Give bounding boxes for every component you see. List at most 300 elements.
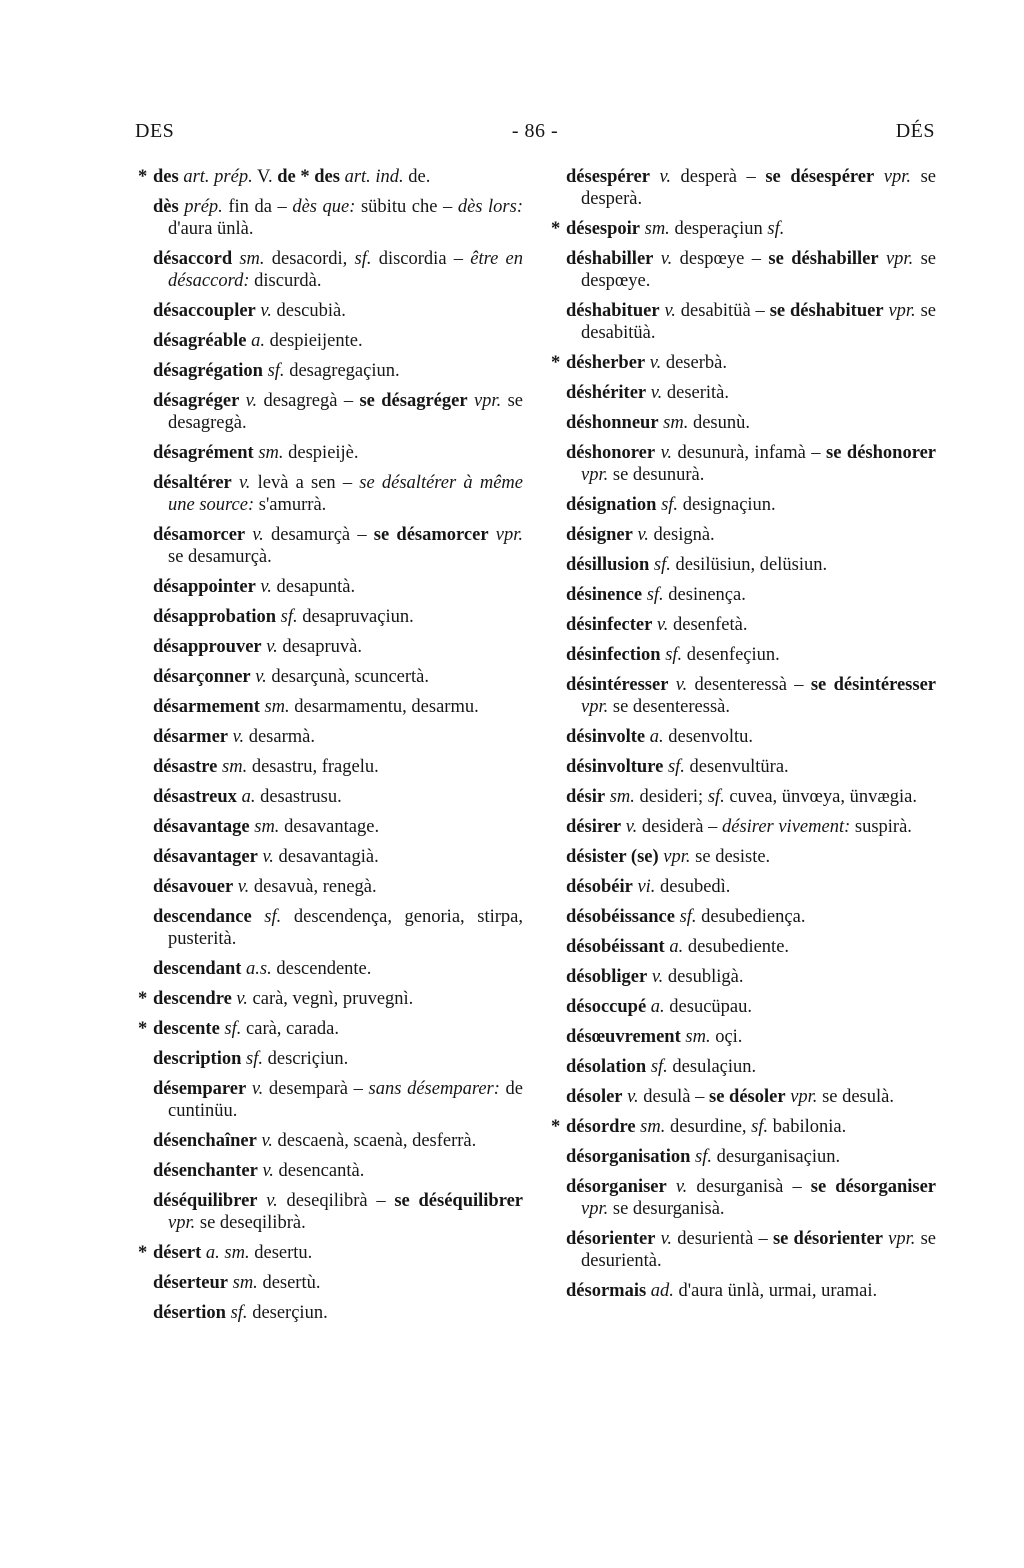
definition-text: fin da – — [222, 197, 293, 217]
definition-text: de. — [403, 167, 431, 187]
definition-text: desulà – — [638, 1087, 709, 1107]
headword: déserteur — [153, 1273, 228, 1293]
definition-text: deserçiun. — [247, 1303, 328, 1323]
definition-text: desagregà – — [257, 391, 360, 411]
bold-text: se désamorcer — [373, 525, 489, 545]
dictionary-entry — [153, 300, 523, 322]
italic-text: sf. — [267, 361, 285, 381]
dictionary-entry — [566, 614, 936, 636]
dictionary-entry — [153, 696, 523, 718]
definition-text: se desiste. — [690, 847, 771, 867]
definition-text: designà. — [648, 525, 715, 545]
dictionary-entry — [566, 524, 936, 546]
definition-text: desenfeçiun. — [682, 645, 780, 665]
dictionary-entry — [566, 1280, 936, 1302]
headword: désigner — [566, 525, 633, 545]
italic-text: v. — [255, 667, 267, 687]
headword: déshonorer — [566, 443, 656, 463]
italic-text: sf. — [679, 907, 697, 927]
italic-text: sf. — [695, 1147, 712, 1167]
definition-text: babilonia. — [768, 1117, 847, 1137]
headword: dès — [153, 197, 179, 217]
bold-text: * des — [300, 167, 340, 187]
bold-text: se désintéresser — [810, 675, 936, 695]
italic-text: sf. — [751, 1117, 769, 1137]
headword: désormais — [566, 1281, 647, 1301]
dictionary-entry — [153, 1048, 523, 1070]
dictionary-entry — [566, 1228, 936, 1272]
definition-text: oçi. — [710, 1027, 743, 1047]
definition-text: desastrusu. — [255, 787, 342, 807]
headword: désagrégation — [153, 361, 263, 381]
definition-text — [258, 1191, 267, 1211]
italic-text: v. — [675, 675, 688, 695]
italic-text: sf. — [264, 907, 282, 927]
headword: désavantage — [153, 817, 250, 837]
italic-text: v. — [660, 443, 673, 463]
definition-text: desenfetà. — [668, 615, 748, 635]
dictionary-entry — [566, 996, 936, 1018]
definition-text: desurdine, — [665, 1117, 752, 1137]
definition-text: se deseqilibrà. — [195, 1213, 306, 1233]
definition-text: desertu. — [249, 1243, 313, 1263]
definition-text: desperà – — [670, 167, 766, 187]
asterisk-mark: * — [138, 989, 148, 1009]
italic-text: sf. — [230, 1303, 248, 1323]
headword: désaltérer — [153, 473, 232, 493]
definition-text: desucüpau. — [664, 997, 753, 1017]
italic-text: v. — [649, 353, 662, 373]
italic-text: vpr. — [888, 1229, 916, 1249]
dictionary-entry — [153, 442, 523, 464]
definition-text: desastru, fragelu. — [247, 757, 379, 777]
definition-text: discurdà. — [249, 271, 322, 291]
dictionary-entry — [153, 1190, 523, 1234]
dictionary-entry — [153, 636, 523, 658]
italic-text: sf. — [246, 1049, 263, 1069]
dictionary-entry — [566, 1146, 936, 1168]
dictionary-entry — [566, 1086, 936, 1108]
definition-text: descriçiun. — [262, 1049, 349, 1069]
headword: désobliger — [566, 967, 648, 987]
dictionary-entry — [153, 360, 523, 382]
dictionary-entry — [153, 876, 523, 898]
headword: désister (se) — [566, 847, 659, 867]
italic-text: a. sm. — [205, 1243, 250, 1263]
italic-text: v. — [266, 637, 278, 657]
headword: désemparer — [153, 1079, 247, 1099]
italic-text: sf. — [646, 585, 664, 605]
definition-text: despieijè. — [283, 443, 359, 463]
page-number: - 86 - — [511, 120, 559, 142]
headword: désinfecter — [566, 615, 653, 635]
headword: descente — [153, 1019, 220, 1039]
italic-text: v. — [651, 967, 664, 987]
bold-text: se désoler — [709, 1087, 786, 1107]
italic-text: a. — [650, 997, 665, 1017]
definition-text: desubligà. — [663, 967, 744, 987]
italic-text: v. — [252, 525, 264, 545]
definition-text: desideri; — [634, 787, 708, 807]
headword: désobéissance — [566, 907, 675, 927]
definition-text: se desunurà. — [608, 465, 705, 485]
dictionary-entry — [566, 846, 936, 868]
definition-text: de cuntinüu. — [168, 1079, 524, 1121]
definition-text — [879, 249, 886, 269]
dictionary-entry — [566, 906, 936, 928]
italic-text: sm. — [254, 817, 280, 837]
definition-text — [232, 473, 239, 493]
italic-text: sm. — [264, 697, 290, 717]
italic-text: v. — [659, 167, 671, 187]
italic-text: être en désaccord: — [168, 249, 523, 291]
italic-text: sf. — [767, 219, 785, 239]
dictionary-entry — [153, 330, 523, 352]
bold-text: se déséquilibrer — [394, 1191, 524, 1211]
italic-text: sf. — [280, 607, 298, 627]
dictionary-entry — [153, 248, 523, 292]
dictionary-entry — [566, 674, 936, 718]
definition-text: desabitüà – — [675, 301, 770, 321]
italic-text: a. — [251, 331, 266, 351]
italic-text: vpr. — [790, 1087, 818, 1107]
dictionary-entry — [551, 352, 936, 374]
italic-text: v. — [664, 301, 676, 321]
definition-text: discordia – — [371, 249, 471, 269]
dictionary-entry — [566, 936, 936, 958]
definition-text — [874, 167, 884, 187]
headword: désagrément — [153, 443, 254, 463]
definition-text: desapuntà. — [271, 577, 356, 597]
italic-text: sf. — [667, 757, 685, 777]
running-head-right: DÉS — [895, 120, 935, 142]
definition-text — [653, 249, 660, 269]
dictionary-entry — [138, 1242, 523, 1264]
italic-text: v. — [260, 577, 272, 597]
italic-text: se désaltérer à même une source: — [168, 473, 523, 515]
dictionary-entry — [566, 494, 936, 516]
definition-text: se desurientà. — [581, 1229, 936, 1271]
bold-text: se désorganiser — [810, 1177, 937, 1197]
italic-text: v. — [261, 1131, 273, 1151]
dictionary-entry — [153, 472, 523, 516]
definition-text: carà, carada. — [241, 1019, 339, 1039]
definition-text: desavuà, renegà. — [249, 877, 377, 897]
headword: description — [153, 1049, 242, 1069]
definition-text: desavantagià. — [273, 847, 379, 867]
italic-text: dès lors: — [457, 197, 523, 217]
italic-text: v. — [245, 391, 258, 411]
italic-text: vpr. — [885, 249, 914, 269]
definition-text — [489, 525, 496, 545]
headword: désertion — [153, 1303, 226, 1323]
italic-text: ad. — [650, 1281, 674, 1301]
definition-text: se desurganisà. — [608, 1199, 725, 1219]
dictionary-entry — [566, 248, 936, 292]
italic-text: vpr. — [888, 301, 916, 321]
italic-text: sm. — [239, 249, 265, 269]
italic-text: vpr. — [581, 465, 609, 485]
headword: désaccord — [153, 249, 233, 269]
headword: désenchanter — [153, 1161, 258, 1181]
italic-text: sf. — [354, 249, 372, 269]
dictionary-entry — [566, 1176, 936, 1220]
bold-text: se désagréger — [359, 391, 468, 411]
dictionary-entry — [566, 756, 936, 778]
headword: descendre — [153, 989, 232, 1009]
definition-text: desarçunà, scuncertà. — [266, 667, 430, 687]
headword: désarmement — [153, 697, 260, 717]
italic-text: a. — [241, 787, 256, 807]
dictionary-entry — [551, 218, 936, 240]
italic-text: sans désemparer: — [368, 1079, 500, 1099]
definition-text: descendença, genoria, stirpa, pusterità. — [168, 907, 523, 949]
italic-text: sf. — [653, 555, 671, 575]
italic-text: v. — [660, 1229, 673, 1249]
dictionary-entry — [153, 1078, 523, 1122]
headword: désignation — [566, 495, 657, 515]
definition-text: se desabitüà. — [581, 301, 936, 343]
headword: désavouer — [153, 877, 234, 897]
asterisk-mark: * — [138, 167, 148, 187]
definition-text: desavantage. — [279, 817, 380, 837]
headword: désastreux — [153, 787, 237, 807]
definition-text — [252, 907, 265, 927]
definition-text: desurientà – — [672, 1229, 773, 1249]
definition-text: deserbà. — [661, 353, 727, 373]
italic-text: v. — [625, 817, 638, 837]
definition-text: despieijente. — [265, 331, 363, 351]
italic-text: vpr. — [473, 391, 502, 411]
italic-text: v. — [238, 473, 251, 493]
italic-text: a. — [649, 727, 664, 747]
definition-text: desurganisà – — [687, 1177, 811, 1197]
headword: déséquilibrer — [153, 1191, 258, 1211]
definition-text: desubediente. — [683, 937, 790, 957]
italic-text: prép. — [184, 197, 223, 217]
bold-text: se déshabiller — [768, 249, 879, 269]
definition-text: se desulà. — [817, 1087, 894, 1107]
dictionary-entry — [566, 644, 936, 666]
headword: désillusion — [566, 555, 650, 575]
italic-text: v. — [266, 1191, 278, 1211]
dictionary-entry — [566, 1026, 936, 1048]
asterisk-mark: * — [551, 353, 561, 373]
definition-text: desamurçà – — [263, 525, 374, 545]
left-column — [138, 166, 524, 1332]
headword: désœuvrement — [566, 1027, 681, 1047]
italic-text: sm. — [685, 1027, 711, 1047]
italic-text: sf. — [224, 1019, 242, 1039]
italic-text: sf. — [707, 787, 725, 807]
italic-text: dès que: — [292, 197, 356, 217]
headword: désapprouver — [153, 637, 262, 657]
bold-text: se déshabituer — [769, 301, 884, 321]
italic-text: sm. — [232, 1273, 258, 1293]
definition-text: desunù. — [688, 413, 751, 433]
dictionary-entry — [138, 166, 523, 188]
definition-text: desertù. — [257, 1273, 321, 1293]
headword: descendance — [153, 907, 252, 927]
italic-text: sm. — [258, 443, 284, 463]
definition-text: desenvultüra. — [684, 757, 789, 777]
italic-text: v. — [232, 727, 245, 747]
headword: désinence — [566, 585, 643, 605]
dictionary-entry — [153, 846, 523, 868]
definition-text: V. — [252, 167, 278, 187]
italic-text: v. — [637, 525, 649, 545]
headword: désordre — [566, 1117, 636, 1137]
headword: désespérer — [566, 167, 650, 187]
headword: désamorcer — [153, 525, 246, 545]
dictionary-entry — [153, 1272, 523, 1294]
dictionary-entry — [566, 786, 936, 808]
headword: désobéir — [566, 877, 633, 897]
definition-text: d'aura ünlà. — [168, 219, 254, 239]
headword: désert — [153, 1243, 202, 1263]
dictionary-entry — [551, 1116, 936, 1138]
definition-text: desunurà, infamà – — [672, 443, 827, 463]
italic-text: désirer vivement: — [722, 817, 851, 837]
definition-text: desarmà. — [244, 727, 315, 747]
dictionary-entry — [153, 756, 523, 778]
asterisk-mark: * — [138, 1019, 148, 1039]
definition-text: desencantà. — [273, 1161, 365, 1181]
dictionary-entry — [153, 666, 523, 688]
definition-text: desinença. — [663, 585, 746, 605]
headword: désagréger — [153, 391, 240, 411]
asterisk-mark: * — [138, 1243, 148, 1263]
headword: désoler — [566, 1087, 623, 1107]
italic-text: v. — [660, 249, 673, 269]
italic-text: v. — [260, 301, 272, 321]
dictionary-entry — [138, 1018, 523, 1040]
italic-text: sf. — [665, 645, 683, 665]
dictionary-entry — [566, 816, 936, 838]
definition-text: se despœye. — [581, 249, 937, 291]
dictionary-entry — [153, 606, 523, 628]
asterisk-mark: * — [551, 1117, 561, 1137]
dictionary-entry — [153, 726, 523, 748]
italic-text: sf. — [650, 1057, 668, 1077]
definition-text: desiderà – — [637, 817, 722, 837]
dictionary-entry — [153, 390, 523, 434]
definition-text: desubedì. — [655, 877, 731, 897]
headword: désir — [566, 787, 606, 807]
definition-text: desperaçiun — [669, 219, 768, 239]
italic-text: sm. — [609, 787, 635, 807]
italic-text: vpr. — [581, 1199, 609, 1219]
dictionary-entry — [566, 412, 936, 434]
asterisk-mark: * — [551, 219, 561, 239]
definition-text: desapruvà. — [277, 637, 362, 657]
definition-text: desenvoltu. — [663, 727, 754, 747]
headword: désaccoupler — [153, 301, 256, 321]
italic-text: vpr. — [495, 525, 524, 545]
italic-text: sm. — [640, 1117, 666, 1137]
right-column — [551, 166, 937, 1310]
italic-text: sm. — [663, 413, 689, 433]
definition-text: desarmamentu, desarmu. — [289, 697, 479, 717]
definition-text: d'aura ünlà, urmai, uramai. — [673, 1281, 878, 1301]
definition-text: despœye – — [672, 249, 769, 269]
italic-text: sm. — [644, 219, 670, 239]
dictionary-entry — [566, 876, 936, 898]
dictionary-entry — [153, 1130, 523, 1152]
headword: désoccupé — [566, 997, 647, 1017]
definition-text: desulaçiun. — [667, 1057, 757, 1077]
definition-text: desenteressà – — [687, 675, 811, 695]
headword: déshériter — [566, 383, 647, 403]
italic-text: a.s. — [246, 959, 272, 979]
italic-text: vpr. — [883, 167, 912, 187]
italic-text: v. — [236, 989, 248, 1009]
dictionary-entry — [566, 1056, 936, 1078]
definition-text: levà a sen – — [250, 473, 360, 493]
definition-text: desemparà – — [263, 1079, 369, 1099]
definition-text: deserità. — [662, 383, 730, 403]
dictionary-entry — [153, 1302, 523, 1324]
dictionary-entry — [153, 816, 523, 838]
italic-text: art. prép. — [183, 167, 253, 187]
headword: désinvolture — [566, 757, 664, 777]
headword: désobéissant — [566, 937, 665, 957]
definition-text: se desamurçà. — [168, 547, 272, 567]
headword: descendant — [153, 959, 242, 979]
definition-text — [667, 1177, 676, 1197]
dictionary-entry — [138, 988, 523, 1010]
dictionary-entry — [153, 524, 523, 568]
italic-text: v. — [237, 877, 250, 897]
italic-text: v. — [262, 847, 274, 867]
definition-text: descubià. — [271, 301, 346, 321]
headword: désintéresser — [566, 675, 669, 695]
italic-text: vpr. — [663, 847, 691, 867]
dictionary-entry — [566, 584, 936, 606]
definition-text: desapruvaçiun. — [297, 607, 414, 627]
headword: désarçonner — [153, 667, 251, 687]
headword: désappointer — [153, 577, 256, 597]
headword: déshabituer — [566, 301, 660, 321]
dictionary-entry — [153, 576, 523, 598]
definition-text: desagregaçiun. — [284, 361, 400, 381]
headword: désorienter — [566, 1229, 656, 1249]
italic-text: a. — [669, 937, 684, 957]
definition-text: sübitu che – — [355, 197, 458, 217]
headword: déshonneur — [566, 413, 659, 433]
definition-text: descendente. — [271, 959, 372, 979]
dictionary-entry — [153, 196, 523, 240]
headword: désavantager — [153, 847, 258, 867]
definition-text: descaenà, scaenà, desferrà. — [272, 1131, 477, 1151]
running-head — [135, 120, 935, 150]
headword: désinvolte — [566, 727, 646, 747]
dictionary-entry — [566, 442, 936, 486]
headword: désinfection — [566, 645, 661, 665]
definition-text: se desagregà. — [168, 391, 523, 433]
definition-text: designaçiun. — [678, 495, 776, 515]
definition-text: suspirà. — [850, 817, 912, 837]
bold-text: se déshonorer — [826, 443, 936, 463]
dictionary-entry — [566, 382, 936, 404]
headword: désolation — [566, 1057, 647, 1077]
headword: désastre — [153, 757, 218, 777]
dictionary-entry — [566, 726, 936, 748]
headword: désagréable — [153, 331, 247, 351]
headword: désenchaîner — [153, 1131, 257, 1151]
headword: désapprobation — [153, 607, 277, 627]
definition-text: carà, vegnì, pruvegnì. — [247, 989, 414, 1009]
